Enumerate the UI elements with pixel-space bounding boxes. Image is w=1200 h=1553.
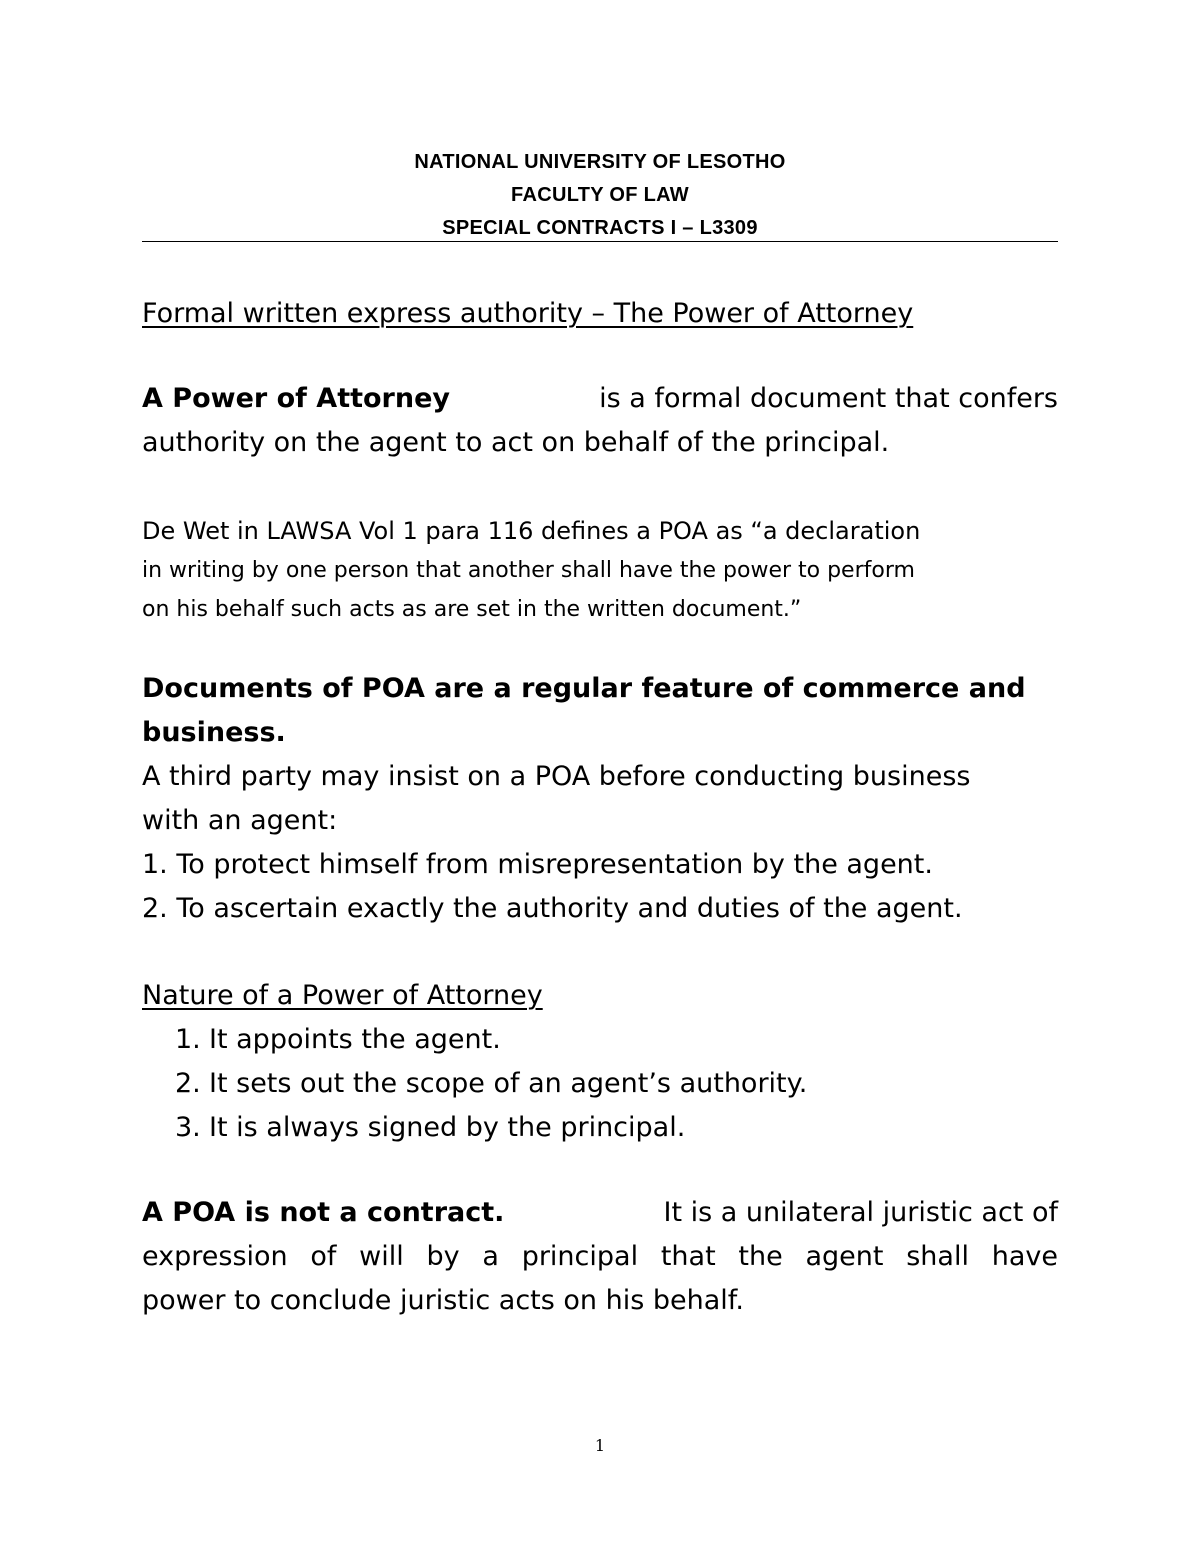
nature-heading: Nature of a Power of Attorney: [142, 980, 543, 1011]
word: the: [738, 1241, 783, 1272]
dewet-line-3: on his behalf such acts as are set in the written document.”: [142, 597, 802, 622]
dewet-line-2: in writing by one person that another shall have the power to perform: [142, 558, 915, 583]
list-item-number: 1.: [175, 1024, 201, 1055]
header-divider: [142, 241, 1058, 242]
list-item-text: It appoints the agent.: [209, 1024, 501, 1055]
course-title: SPECIAL CONTRACTS I – L3309: [442, 217, 758, 239]
commerce-paragraph: [142, 667, 1058, 931]
commerce-bold-line-2: business.: [142, 717, 286, 748]
not-contract-line-2: [142, 1235, 1058, 1279]
definition-line-1: [142, 377, 1058, 421]
not-contract-bold: A POA is not a contract.: [142, 1197, 505, 1228]
list-item-text: It sets out the scope of an agent’s authority.: [209, 1068, 808, 1099]
list-item: [175, 1106, 1058, 1150]
word: expression: [142, 1241, 288, 1272]
dewet-paragraph: [142, 512, 1058, 629]
word: principal: [521, 1241, 639, 1272]
word: agent: [805, 1241, 884, 1272]
word: shall: [906, 1241, 969, 1272]
dewet-line-1: De Wet in LAWSA Vol 1 para 116 defines a POA as “a declaration: [142, 517, 921, 545]
university-name: NATIONAL UNIVERSITY OF LESOTHO: [414, 151, 786, 173]
definition-paragraph: [142, 377, 1058, 465]
commerce-bold-line-1: Documents of POA are a regular feature of commerce and: [142, 673, 1026, 704]
definition-line-2: authority on the agent to act on behalf of the principal.: [142, 427, 890, 458]
list-item-number: 2.: [175, 1068, 201, 1099]
word: by: [426, 1241, 460, 1272]
document-header: [142, 146, 1058, 245]
commerce-item-1: 1. To protect himself from misrepresentation by the agent.: [142, 849, 933, 880]
not-contract-line-1-rest: It is a unilateral juristic act of: [663, 1197, 1058, 1228]
page-number: 1: [594, 1436, 606, 1455]
section-heading-power-of-attorney: [142, 292, 1058, 336]
commerce-line-3: A third party may insist on a POA before conducting business: [142, 761, 971, 792]
list-item-number: 3.: [175, 1112, 201, 1143]
not-contract-line-1: [142, 1191, 1058, 1235]
list-item: [175, 1062, 1058, 1106]
list-item-text: It is always signed by the principal.: [209, 1112, 686, 1143]
word: have: [991, 1241, 1058, 1272]
word: will: [359, 1241, 404, 1272]
word: of: [310, 1241, 337, 1272]
faculty-name: FACULTY OF LAW: [511, 184, 689, 206]
list-item: [175, 1018, 1058, 1062]
word: that: [660, 1241, 716, 1272]
document-page: [142, 0, 1058, 1553]
commerce-item-2: 2. To ascertain exactly the authority and duties of the agent.: [142, 893, 963, 924]
section-heading-text: Formal written express authority – The Power of Attorney: [142, 298, 914, 329]
word: a: [482, 1241, 499, 1272]
nature-section: [142, 974, 1058, 1150]
definition-term: A Power of Attorney: [142, 383, 451, 414]
not-contract-paragraph: [142, 1191, 1058, 1323]
definition-line-1-rest: is a formal document that confers: [599, 383, 1058, 414]
nature-list: [142, 1018, 1058, 1150]
commerce-line-4: with an agent:: [142, 805, 338, 836]
not-contract-line-3: power to conclude juristic acts on his behalf.: [142, 1285, 744, 1316]
